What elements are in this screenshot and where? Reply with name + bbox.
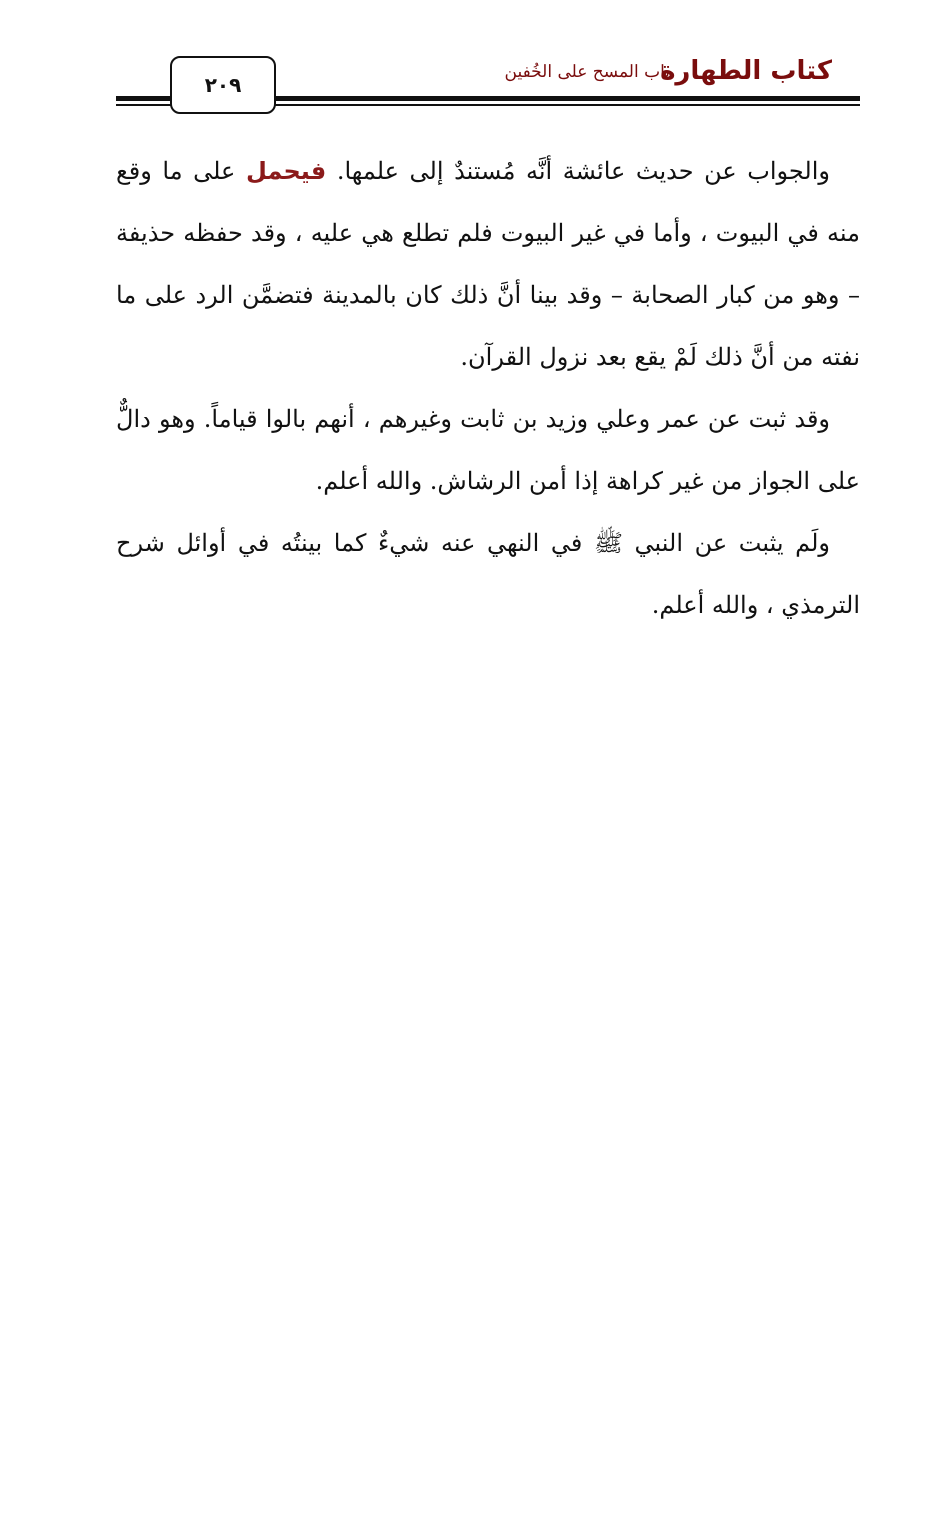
paragraph-1 [116, 140, 860, 388]
chapter-title: باب المسح على الخُفين [504, 62, 670, 82]
paragraph-1-start: والجواب عن حديث عائشة أنَّه مُستندٌ إلى علمها. [336, 157, 830, 185]
page-number: ٢٠٩ [170, 56, 276, 114]
book-title: كتاب الطهارة [660, 56, 832, 86]
page-header [116, 52, 860, 112]
paragraph-2: وقد ثبت عن عمر وعلي وزيد بن ثابت وغيرهم ، أنهم بالوا قياماً. وهو دالٌّ على الجواز من غير كراهة إذا أمن الرشاش. والله أعلم. [116, 405, 860, 495]
paragraph-1-rest: على ما وقع منه في البيوت ، وأما في غير البيوت فلم تطلع هي عليه ، وقد حفظه حذيفة – وهو من كبار الصحابة – وقد بينا أنَّ ذلك كان بالمدينة فتضمَّن الرد على ما نفته من أنَّ ذلك لَمْ يقع بعد نزول القرآن. [116, 157, 860, 371]
highlighted-word: فيحمل [245, 157, 327, 185]
paragraph-3: ولَم يثبت عن النبي ﷺ في النهي عنه شيءٌ كما بينتُه في أوائل شرح الترمذي ، والله أعلم. [116, 529, 860, 619]
page-body [116, 140, 860, 636]
